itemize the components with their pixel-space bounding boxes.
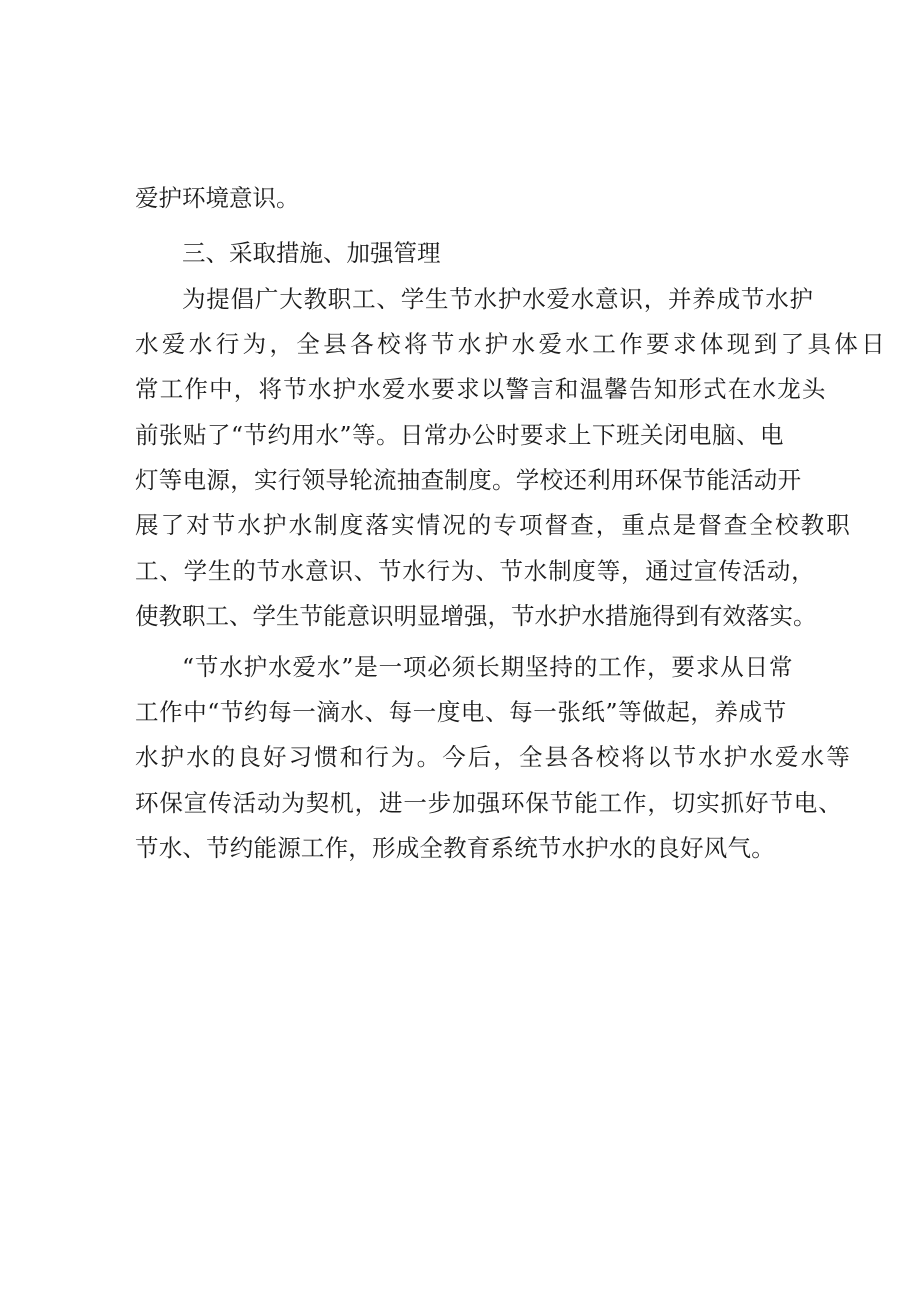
paragraph-line: 常工作中，将节水护水爱水要求以警言和温馨告知形式在水龙头	[135, 375, 827, 403]
paragraph-line: 环保宣传活动为契机，进一步加强环保节能工作，切实抓好节电、	[135, 789, 843, 817]
paragraph-line: 前张贴了“节约用水”等。日常办公时要求上下班关闭电脑、电	[135, 421, 785, 449]
paragraph-line: 灯等电源，实行领导轮流抽查制度。学校还利用环保节能活动开	[135, 466, 802, 494]
paragraph-line: 使教职工、学生节能意识明显增强，节水护水措施得到有效落实。	[135, 602, 817, 630]
paragraph-line: 工、学生的节水意识、节水行为、节水制度等，通过宣传活动，	[135, 557, 816, 585]
paragraph-line: 爱护环境意识。	[135, 184, 300, 212]
section-heading: 三、采取措施、加强管理	[182, 239, 441, 267]
paragraph-line: 工作中“节约每一滴水、每一度电、每一张纸”等做起，养成节	[135, 698, 787, 726]
paragraph-line: 展了对节水护水制度落实情况的专项督查，重点是督查全校教职	[135, 511, 852, 539]
paragraph-line: 为提倡广大教职工、学生节水护水爱水意识，并养成节水护	[182, 285, 814, 313]
paragraph-line: 水护水的良好习惯和行为。今后，全县各校将以节水护水爱水等	[135, 743, 852, 771]
paragraph-line: “节水护水爱水”是一项必须长期坚持的工作，要求从日常	[182, 653, 794, 681]
paragraph-line: 节水、节约能源工作，形成全教育系统节水护水的良好风气。	[135, 834, 775, 862]
paragraph-line: 水爱水行为，全县各校将节水护水爱水工作要求体现到了具体日	[135, 330, 889, 358]
